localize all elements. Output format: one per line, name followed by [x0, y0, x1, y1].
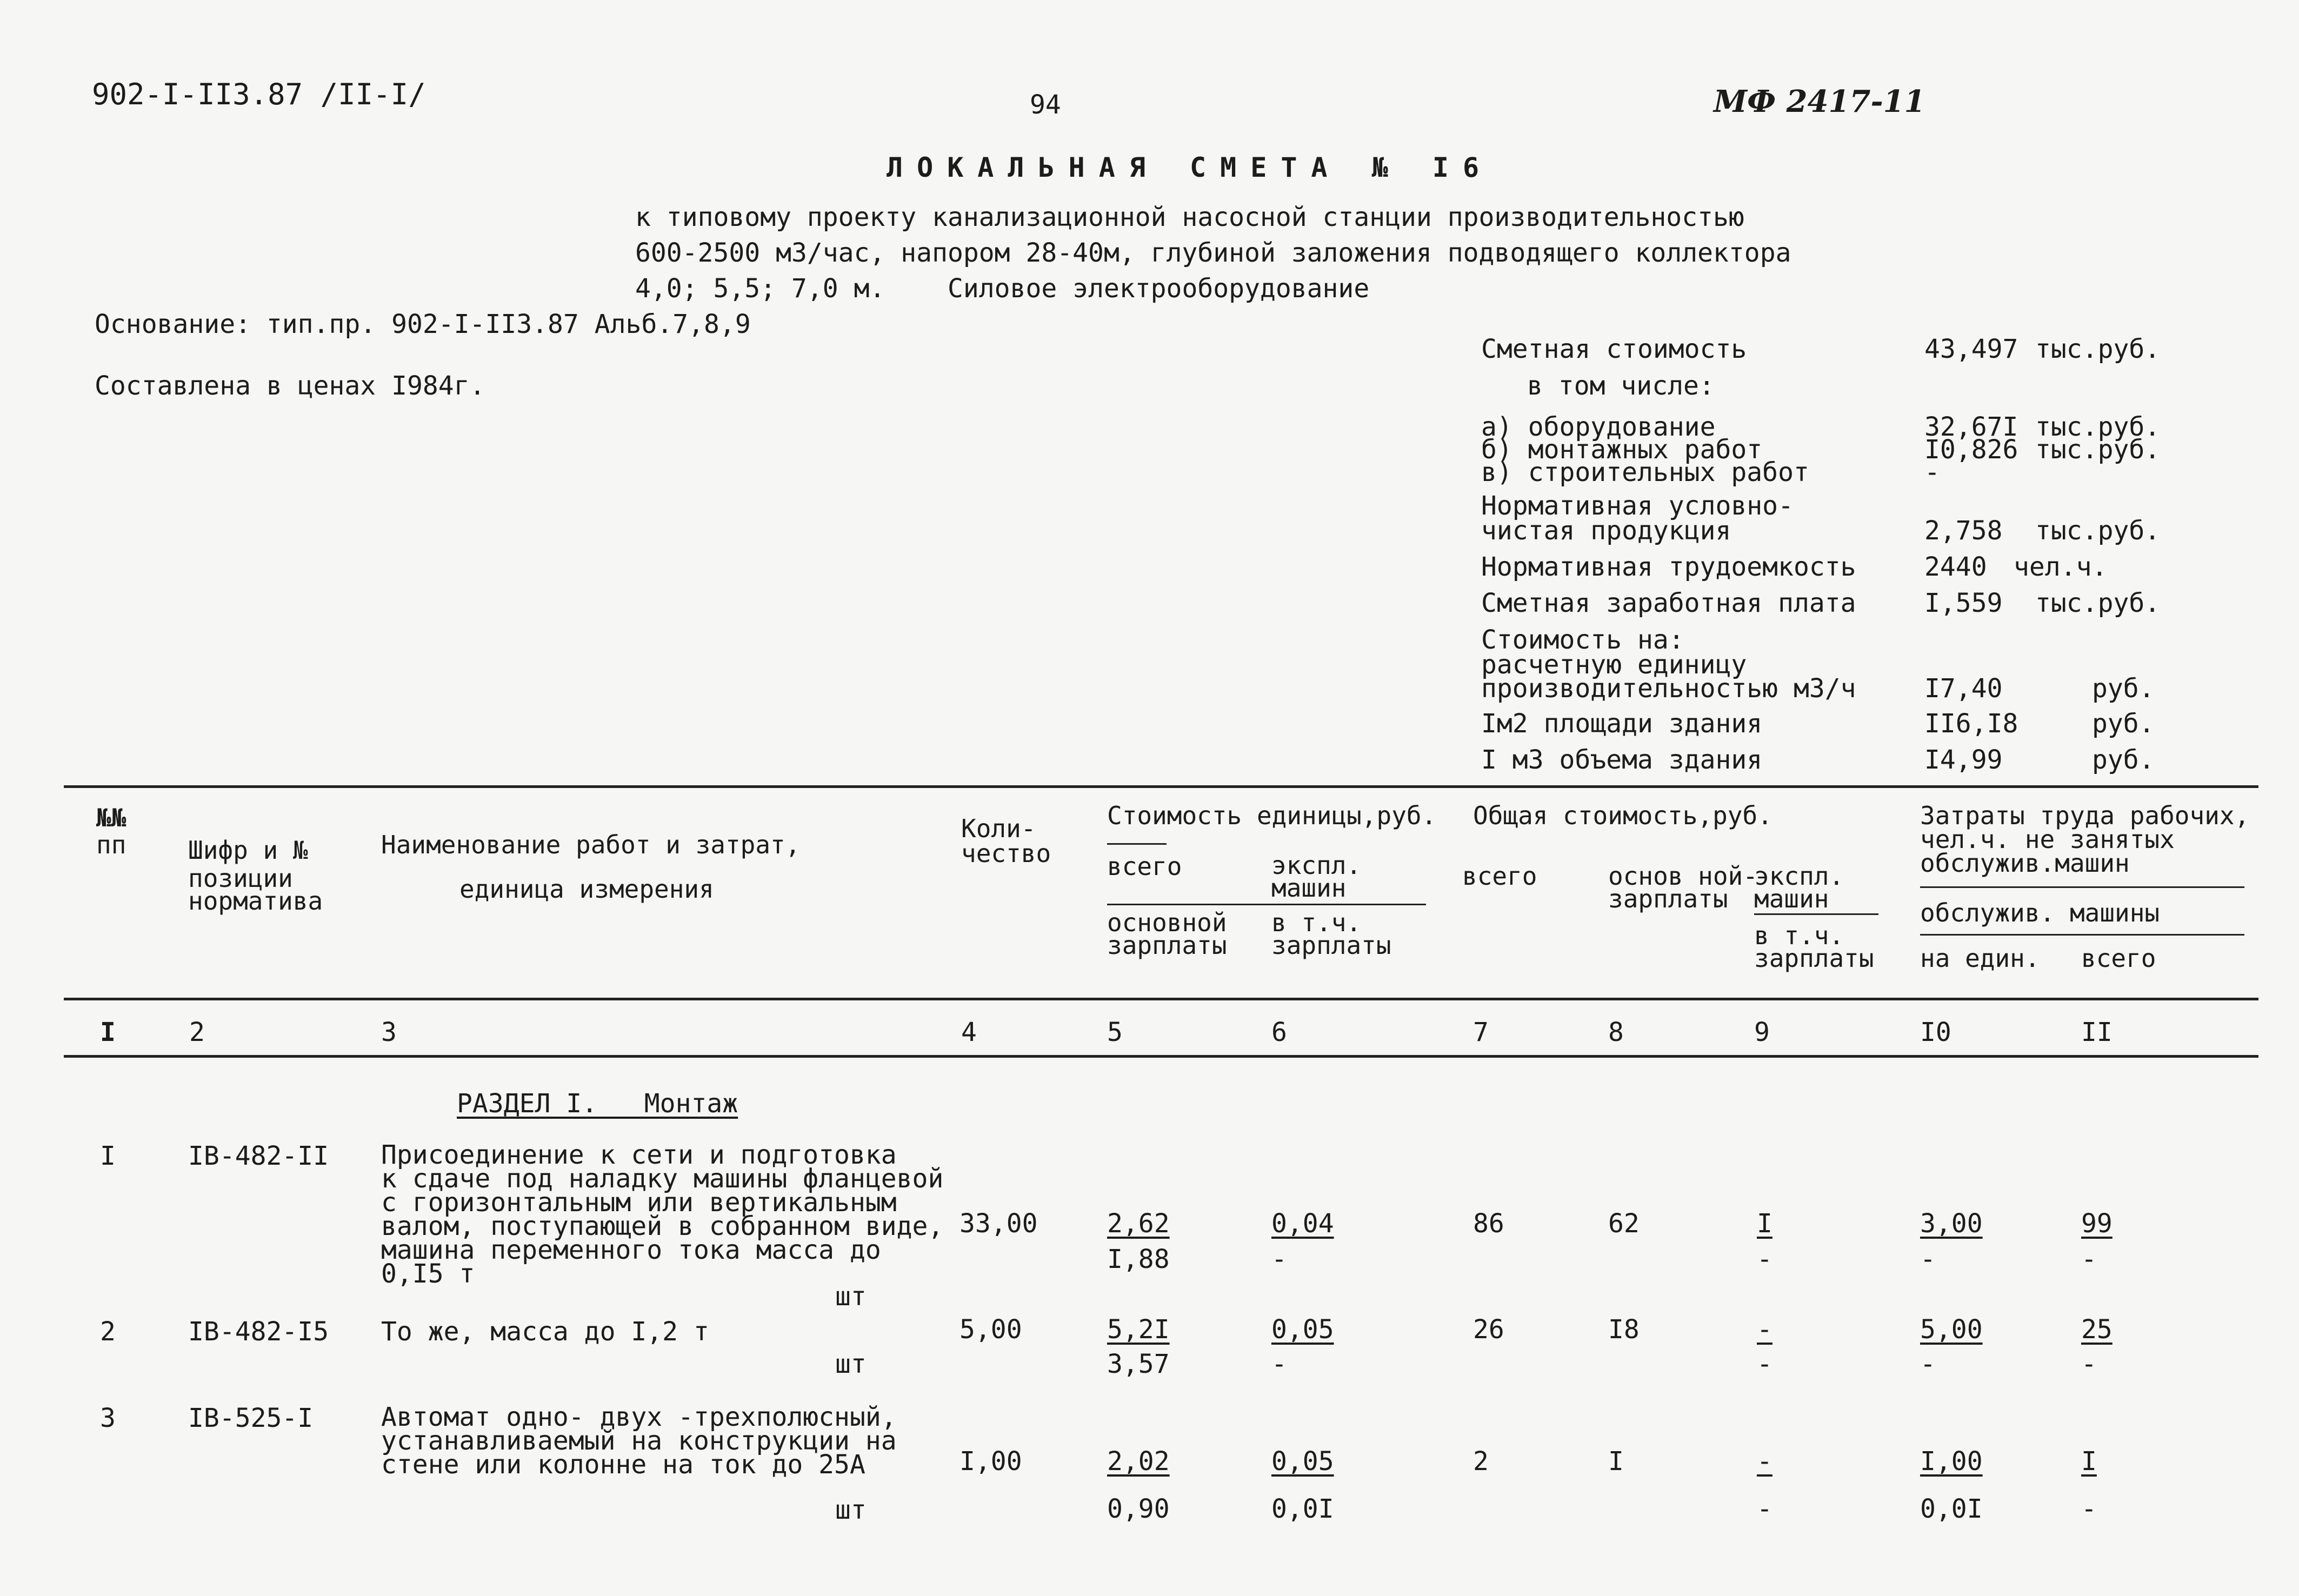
header-labor-total: всего	[2081, 944, 2156, 973]
row-per-unit-2: -	[1920, 1349, 1936, 1379]
row-tc-incl: -	[1757, 1244, 1772, 1274]
labor-value: 2440	[1924, 552, 1987, 582]
row-tc-wage: 62	[1608, 1208, 1640, 1239]
row-num: I	[100, 1141, 116, 1171]
page-number: 94	[1030, 90, 1061, 120]
estimated-cost-unit: тыс.руб.	[2035, 334, 2161, 364]
labor-label: Нормативная трудоемкость	[1481, 552, 1856, 582]
header-total-cost: Общая стоимость,руб.	[1473, 801, 1772, 830]
row-labor-total: 99	[2081, 1208, 2113, 1239]
row-labor-total: 25	[2081, 1314, 2113, 1345]
wage-label: Сметная заработная плата	[1481, 588, 1856, 618]
header-uc-incl-2: зарплаты	[1271, 931, 1391, 960]
header-per-unit: на един.	[1920, 944, 2040, 973]
header-tc-mach-1: экспл.	[1754, 862, 1844, 891]
header-labor-sub: обслужив. машины	[1920, 898, 2160, 927]
conditional-unit: тыс.руб.	[2035, 516, 2161, 546]
subtitle-line-2: 600-2500 м3/час, напором 28-40м, глубиной заложения подводящего коллектора	[635, 238, 1791, 268]
wage-value: I,559	[1924, 588, 2003, 618]
rule	[1920, 886, 2244, 888]
cost-on-label: Стоимость на:	[1481, 625, 1684, 655]
header-num-2: пп	[96, 830, 126, 859]
numbers-bottom-rule	[64, 1055, 2258, 1058]
header-uc-mach-2: машин	[1271, 873, 1347, 903]
row-labor-total-2: -	[2081, 1244, 2097, 1274]
header-code-3: норматива	[188, 886, 323, 916]
header-name-2: единица измерения	[459, 874, 714, 904]
part-install-value: I0,826	[1924, 435, 2018, 465]
row-code: IВ-482-I5	[188, 1317, 329, 1347]
row-uc-wage: I,88	[1107, 1244, 1170, 1274]
header-uc-wage-1: основной	[1107, 908, 1227, 937]
row-per-unit-2: -	[1920, 1244, 1936, 1274]
area-label: Iм2 площади здания	[1481, 709, 1763, 739]
labor-unit: чел.ч.	[2014, 552, 2108, 582]
col-number: 2	[189, 1017, 205, 1047]
wage-unit: тыс.руб.	[2035, 588, 2161, 618]
document-code: 902-I-II3.87 /II-I/	[92, 77, 426, 111]
row-per-unit: 3,00	[1920, 1208, 1983, 1239]
col-number: 6	[1271, 1017, 1287, 1047]
row-qty: 33,00	[959, 1208, 1038, 1239]
row-num: 3	[100, 1403, 116, 1433]
section-title: РАЗДЕЛ I. Монтаж	[457, 1089, 738, 1119]
basis-line: Основание: тип.пр. 902-I-II3.87 Альб.7,8,9	[95, 309, 751, 339]
header-uc-incl-1: в т.ч.	[1271, 908, 1362, 937]
row-uc-incl: -	[1271, 1349, 1287, 1379]
handwritten-stamp: МФ 2417-11	[1714, 84, 1925, 119]
part-install-label: б) монтажных работ	[1481, 435, 1763, 465]
row-desc-line: Присоединение к сети и подготовка	[381, 1140, 897, 1170]
part-construction-label: в) строительных работ	[1481, 457, 1809, 488]
conditional-label-1: Нормативная условно-	[1481, 491, 1794, 521]
row-uc-wage: 3,57	[1107, 1349, 1170, 1379]
row-uc-mach: 0,05	[1271, 1314, 1334, 1345]
col-number: I	[100, 1017, 116, 1047]
row-labor-total-2: -	[2081, 1494, 2097, 1524]
rule	[1107, 904, 1426, 905]
row-desc-line: 0,I5 т	[381, 1259, 475, 1289]
row-uc-total: 2,62	[1107, 1208, 1170, 1239]
area-unit: руб.	[2092, 709, 2155, 739]
volume-value: I4,99	[1924, 745, 2003, 775]
row-code: IВ-525-I	[188, 1403, 314, 1433]
row-unit: шт	[835, 1495, 867, 1525]
table-top-rule	[64, 785, 2258, 788]
header-tc-incl-2: зарплаты	[1754, 944, 1874, 973]
row-desc-line: Автомат одно- двух -трехполюсный,	[381, 1402, 897, 1432]
row-desc-line: устанавливаемый на конструкции на	[381, 1426, 897, 1456]
row-tc-mach: I	[1757, 1208, 1772, 1239]
col-number: 9	[1754, 1017, 1770, 1047]
header-uc-mach-1: экспл.	[1271, 851, 1362, 880]
row-qty: 5,00	[959, 1314, 1022, 1345]
col-number: I0	[1920, 1017, 1951, 1047]
row-uc-mach: 0,05	[1271, 1446, 1334, 1477]
header-tc-wage-2: зарплаты	[1608, 884, 1728, 913]
row-unit: шт	[835, 1281, 867, 1312]
header-labor-2: чел.ч. не занятых	[1920, 825, 2175, 854]
part-equipment-unit: тыс.руб.	[2035, 412, 2161, 442]
calc-label-2: производительностью м3/ч	[1481, 673, 1856, 704]
estimated-cost-label: Сметная стоимость	[1481, 334, 1747, 364]
row-desc-line: стене или колонне на ток до 25А	[381, 1450, 865, 1480]
row-tc-mach: -	[1757, 1314, 1772, 1345]
estimated-cost-value: 43,497	[1924, 334, 2018, 364]
header-qty-2: чество	[961, 839, 1051, 868]
row-tc-total: 86	[1473, 1208, 1504, 1239]
row-desc-line: с горизонтальным или вертикальным	[381, 1187, 897, 1218]
col-number: 8	[1608, 1017, 1624, 1047]
header-code-1: Шифр и №	[188, 836, 308, 865]
row-unit: шт	[835, 1349, 867, 1379]
col-number: 4	[961, 1017, 977, 1047]
header-labor-3: обслужив.машин	[1920, 849, 2130, 878]
row-tc-total: 26	[1473, 1314, 1504, 1345]
row-code: IВ-482-II	[188, 1141, 329, 1171]
row-num: 2	[100, 1317, 116, 1347]
header-uc-wage-2: зарплаты	[1107, 931, 1227, 960]
subtitle-line-3: 4,0; 5,5; 7,0 м. Силовое электрооборудование	[635, 273, 1370, 304]
row-desc-line: к сдаче под наладку машины фланцевой	[381, 1164, 944, 1194]
header-num-1: №№	[96, 803, 126, 832]
col-number: 3	[381, 1017, 397, 1047]
row-tc-total: 2	[1473, 1446, 1489, 1477]
calc-label-1: расчетную единицу	[1481, 650, 1747, 680]
row-tc-wage: I	[1608, 1446, 1624, 1477]
header-tc-total: всего	[1462, 862, 1537, 891]
header-uc-total: всего	[1107, 852, 1182, 881]
prices-line: Составлена в ценах I984г.	[95, 371, 485, 401]
header-qty-1: Коли-	[961, 814, 1036, 843]
row-qty: I,00	[959, 1446, 1022, 1477]
volume-label: I м3 объема здания	[1481, 745, 1763, 775]
conditional-label-2: чистая продукция	[1481, 516, 1731, 546]
row-labor-total: I	[2081, 1446, 2097, 1477]
conditional-value: 2,758	[1924, 516, 2003, 546]
row-tc-mach: -	[1757, 1446, 1772, 1477]
area-value: II6,I8	[1924, 709, 2018, 739]
header-tc-incl-1: в т.ч.	[1754, 921, 1844, 950]
row-uc-incl: 0,0I	[1271, 1494, 1334, 1524]
row-uc-wage: 0,90	[1107, 1494, 1170, 1524]
row-uc-total: 5,2I	[1107, 1314, 1170, 1345]
calc-unit: руб.	[2092, 673, 2155, 704]
row-uc-incl: -	[1271, 1244, 1287, 1274]
header-name-1: Наименование работ и затрат,	[381, 830, 801, 859]
rule	[1754, 913, 1878, 915]
row-desc-line: машина переменного тока масса до	[381, 1235, 881, 1265]
rule	[1107, 843, 1167, 845]
including-label: в том числе:	[1527, 371, 1715, 401]
part-equipment-value: 32,67I	[1924, 412, 2018, 442]
header-tc-mach-2: машин	[1754, 884, 1829, 913]
row-uc-total: 2,02	[1107, 1446, 1170, 1477]
header-labor-1: Затраты труда рабочих,	[1920, 801, 2250, 830]
part-install-unit: тыс.руб.	[2035, 435, 2161, 465]
rule	[1920, 934, 2244, 936]
col-number: 5	[1107, 1017, 1123, 1047]
calc-value: I7,40	[1924, 673, 2003, 704]
row-tc-wage: I8	[1608, 1314, 1640, 1345]
col-number: 7	[1473, 1017, 1489, 1047]
subtitle-line-1: к типовому проекту канализационной насосной станции производительностью	[635, 202, 1744, 232]
header-code-2: позиции	[188, 864, 293, 893]
col-number: II	[2081, 1017, 2113, 1047]
row-tc-incl: -	[1757, 1349, 1772, 1379]
part-equipment-label: а) оборудование	[1481, 412, 1716, 442]
row-desc-line: То же, масса до I,2 т	[381, 1317, 709, 1347]
header-bottom-rule	[64, 998, 2258, 1000]
row-desc-line: валом, поступающей в собранном виде,	[381, 1211, 944, 1241]
header-unit-cost: Стоимость единицы,руб.	[1107, 801, 1437, 830]
row-per-unit-2: 0,0I	[1920, 1494, 1983, 1524]
volume-unit: руб.	[2092, 745, 2155, 775]
row-tc-incl: -	[1757, 1494, 1772, 1524]
part-construction-value: -	[1924, 457, 1940, 488]
header-tc-wage-1: основ ной-	[1608, 862, 1758, 891]
document-title: ЛОКАЛЬНАЯ СМЕТА № I6	[887, 152, 1494, 183]
row-labor-total-2: -	[2081, 1349, 2097, 1379]
row-uc-mach: 0,04	[1271, 1208, 1334, 1239]
row-per-unit: I,00	[1920, 1446, 1983, 1477]
row-per-unit: 5,00	[1920, 1314, 1983, 1345]
